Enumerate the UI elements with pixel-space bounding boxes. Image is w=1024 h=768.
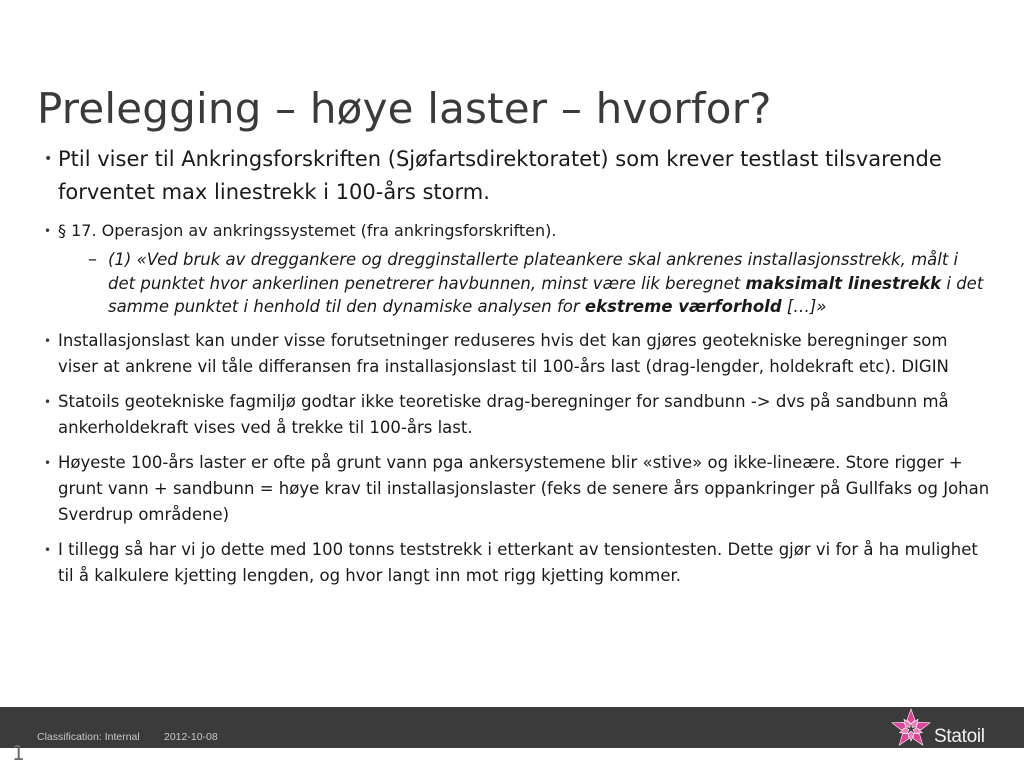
bullet-text: Installasjonslast kan under visse forutsetninger reduseres hvis det kan gjøres geotekniske beregninger som viser at ankrene vil tåle differansen fra installasjonslast til 100-års last (drag-lengder, holdekraft etc). DIGIN [58,330,949,376]
classification-label: Classification: Internal [37,731,140,743]
bullet-text: Høyeste 100-års laster er ofte på grunt vann pga ankersystemene blir «stive» og ikke-lineære. Store rigger + grunt vann + sandbunn = høye krav til installasjonslaster (feks de senere års oppankringer på Gullfaks og Johan Sverdrup områdene) [58,452,990,524]
bullet-item [40,143,990,209]
bullet-icon: • [44,542,52,557]
slide-title: Prelegging – høye laster – hvorfor? [37,84,772,133]
quote-text-part: i det samme punktet i henhold til den dynamiske analysen for [108,273,984,316]
bullet-icon: • [44,455,52,470]
bullet-icon: • [44,151,53,167]
bullet-text: I tillegg så har vi jo dette med 100 tonns teststrekk i etterkant av tensiontesten. Dette gjør vi for å ha mulighet til å kalkulere kjetting lengden, og hvor langt inn mot rigg kjetting kommer. [58,539,978,585]
bullet-item [40,450,990,528]
bullet-icon: • [44,394,52,409]
bullet-text: § 17. Operasjon av ankringssystemet (fra ankringsforskriften). [58,221,557,240]
quote-text-part: (1) «Ved bruk av dreggankere og dregginstallerte plateankere skal ankrenes installasjonsstrekk, målt i det punktet hvor ankerlinen penetrerer havbunnen, minst være lik beregnet [108,250,959,293]
statoil-logo-text: Statoil [934,726,985,747]
bullet-item [40,219,990,243]
slide-number: 1 [12,741,25,765]
quote-text-part: […]» [781,297,827,316]
quote-bold-text: maksimalt linestrekk [745,273,942,293]
bullet-item [40,389,990,441]
bullet-icon: • [44,333,52,348]
bullet-item [40,537,990,589]
quote-bold-text: ekstreme værforhold [584,297,782,316]
quote-subitem [88,248,990,319]
bullet-item [40,328,990,380]
slide-content [40,143,990,589]
dash-icon: – [88,249,97,270]
date-label: 2012-10-08 [164,731,218,743]
footer-strip [0,748,1024,768]
bullet-text: Ptil viser til Ankringsforskriften (Sjøfartsdirektoratet) som krever testlast tilsvarende forventet max linestrekk i 100-års storm. [58,147,942,204]
footer-bar [0,707,1024,768]
bullet-icon: • [44,224,52,238]
bullet-text: Statoils geotekniske fagmiljø godtar ikke teoretiske drag-beregninger for sandbunn -> dvs på sandbunn må ankerholdekraft vises ved å trekke til 100-års last. [58,391,949,437]
